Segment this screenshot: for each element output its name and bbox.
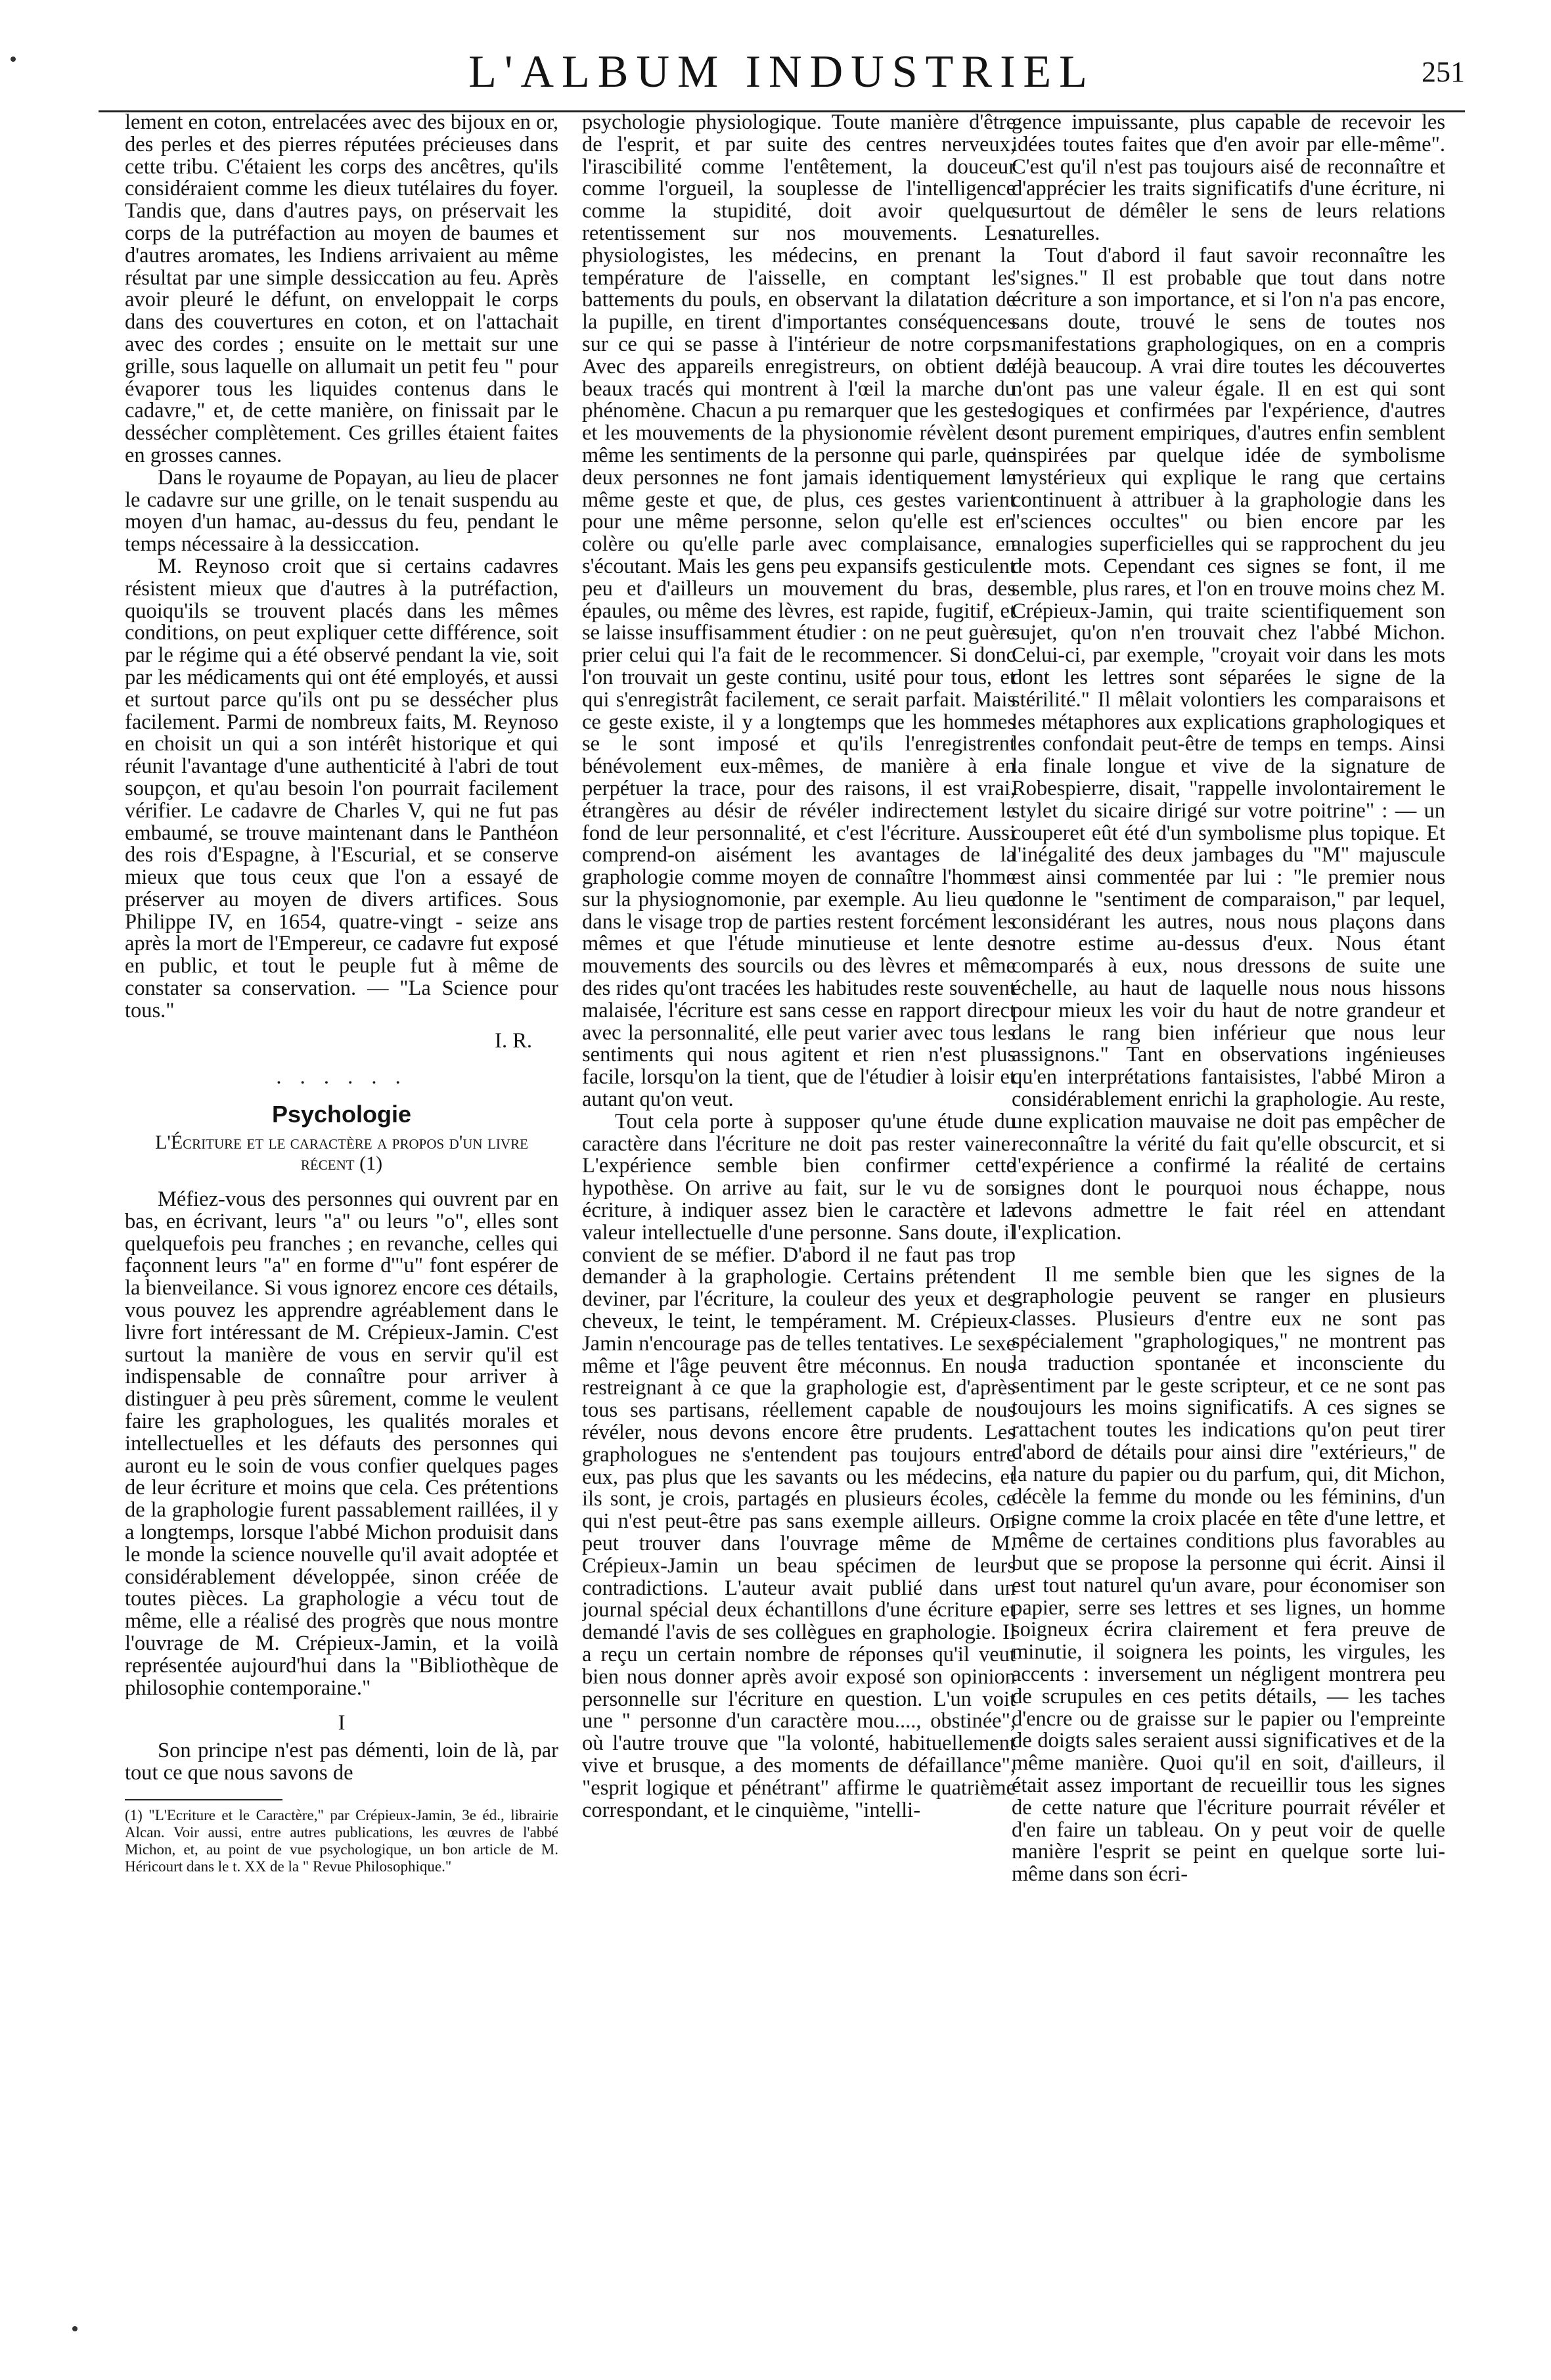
margin-dot-top [11,57,16,62]
paragraph: M. Reynoso croit que si certains cadavres résistent mieux que d'autres à la putréfaction, quoiqu'ils se trouvent placés dans les mêmes conditions, on peut expliquer cette différence, soit par le régime qui a été observé pendant la vie, soit par les médicaments qui ont été employés, et aussi et surtout parce qu'ils ont pu se dessécher plus facilement. Parmi de nombreux faits, M. Reynoso en choisit un qui a son intérêt historique et qui réunit l'avantage d'une authenticité à l'abri de tout soupçon, et qu'au besoin l'on pourrait facilement vérifier. Le cadavre de Charles V, qui ne fut pas embaumé, se trouve maintenant dans le Panthéon des rois d'Espagne, à l'Escurial, et se conserve mieux que tous ceux que l'on a essayé de préserver au moyen de divers artifices. Sous Philippe IV, en 1654, quatre-vingt - seize ans après la mort de l'Empereur, ce cadavre fut exposé en public, et tout le peuple fut à même de constater sa conservation. — "La Science pour tous." [125,554,558,1022]
paragraph: psychologie physiologique. Toute manière d'être de l'esprit, et par suite des centres nerveux, l'irascibilité comme l'entêtement, la douceur comme l'orgueil, la souplesse de l'intelligence comme la stupidité, doit avoir quelque retentissement sur nos mouvements. Les physiologistes, les médecins, en prenant la température de l'aisselle, en comptant les battements du pouls, en observant la dilatation de la pupille, en tirent d'importantes conséquences sur ce qui se passe à l'intérieur de notre corps. Avec des appareils enregistreurs, on obtient de beaux tracés qui montrent à l'œil la marche du phénomène. Chacun a pu remarquer que les gestes et les mouvements de la physionomie révèlent de même les sentiments de la personne qui parle, que deux personnes ne font jamais identiquement le même geste et que, de plus, ces gestes varient pour une même personne, selon qu'elle est en colère ou qu'elle parle avec complaisance, en s'écoutant. Mais les gens peu expansifs gesticulent peu et d'ailleurs un mouvement du bras, des épaules, ou même des lèvres, est rapide, fugitif, et se laisse insuffisamment étudier : on ne peut guère prier celui qui l'a fait de le recommencer. Si donc l'on trouvait un geste continu, usité pour tous, et qui s'enregistrât facilement, ce serait parfait. Mais ce geste existe, il y a longtemps que les hommes se le sont imposé et qu'ils l'enregistrent bénévolement eux-mêmes, de manière à en perpétuer la trace, pour des raisons, il est vrai, étrangères au désir de révéler indirectement le fond de leur personnalité, et c'est l'écriture. Aussi comprend-on aisément les avantages de la graphologie comme moyen de connaître l'homme sur la physiognomonie, par exemple. Au lieu que dans le visage trop de parties restent forcément les mêmes et que l'étude minutieuse et lente des mouvements des sourcils ou des lèvres et même des rides qu'ont tracées les habitudes reste souvent malaisée, l'écriture est sans cesse en rapport direct avec la personnalité, elle peut varier avec tous les sentiments qui nous agitent et rien n'est plus facile, lorsqu'on la tient, que de l'étudier à loisir et autant qu'on veut. [582,112,1016,1112]
paragraph: Tout d'abord il faut savoir reconnaître les "signes." Il est probable que tout dans notre écriture a son importance, et si l'on n'a pas encore, sans doute, trouvé le sens de toutes nos manifestations graphologiques, on en a compris déjà beaucoup. A vrai dire toutes les découvertes n'ont pas une valeur égale. Il en est qui sont logiques et confirmées par l'expérience, d'autres sont purement empiriques, d'autres enfin semblent inspirées par quelque idée de symbolisme mystérieux qui explique le rang que certains continuent à attribuer à la graphologie dans les "sciences occultes" ou bien encore par les analogies superficielles qui se rapprochent du jeu de mots. Cependant ces signes se font, il me semble, plus rares, et l'on en trouve moins chez M. Crépieux-Jamin, qui traite scientifiquement son sujet, qu'on n'en trouvait chez l'abbé Michon. Celui-ci, par exemple, "croyait voir dans les mots dont les lettres sont séparées le signe de la stérilité." Il mêlait volontiers les comparaisons et les métaphores aux explications graphologiques et les confondait peut-être de temps en temps. Ainsi la finale longue et vive de la signature de Robespierre, disait, "rappelle involontairement le stylet du sicaire dirigé sur votre poitrine" : — un couperet eût été d'un symbolisme plus topique. Et l'inégalité des deux jambages du "M" majuscule est ainsi commentée par lui : "le premier nous donne le "sentiment de comparaison," par lequel, considérant les autres, nous nous plaçons dans notre estime au-dessus d'eux. Nous étant comparés à eux, nous dressons de suite une échelle, au haut de laquelle nous nous hissons pour mieux les voir du haut de notre grandeur et dans le rang bien inférieur que nous leur assignons." Tant en observations ingénieuses qu'en interprétations fantaisistes, l'abbé Miron a considérablement enrichi la graphologie. Au reste, une explication mauvaise ne doit pas empêcher de reconnaître la vérité du fait qu'elle obscurcit, et si l'expérience a confirmé la réalité de certains signes dont le pourquoi nous échappe, nous devons admettre le fait réel en attendant l'explication. [1012,243,1445,1245]
paragraph: Son principe n'est pas démenti, loin de là, par tout ce que nous savons de [125,1739,558,1785]
page-header [99,46,1465,118]
section-numeral: I [338,1711,346,1735]
paragraph: Tout cela porte à supposer qu'une étude du caractère dans l'écriture ne doit pas rester vaine. L'expérience semble bien confirmer cette hypothèse. On arrive au fait, sur le vu de son écriture, à indiquer assez bien le caractère et la valeur intellectuelle d'une personne. Sans doute, il convient de se méfier. D'abord il ne faut pas trop demander à la graphologie. Certains prétendent deviner, par l'écriture, la couleur des yeux et des cheveux, le teint, le tempérament. M. Crépieux-Jamin n'encourage pas de telles tentatives. Le sexe même et l'âge peuvent être méconnus. En nous restreignant à ce que la graphologie est, d'après tous ses partisans, réellement capable de nous révéler, nous devons encore être prudents. Les graphologues ne s'entendent pas toujours entre eux, pas plus que les savants ou les médecins, et ils sont, je crois, partagés en plusieurs écoles, ce qui n'est peut-être pas sans exemple ailleurs. On peut trouver dans l'ouvrage même de M. Crépieux-Jamin un beau spécimen de leurs contradictions. L'auteur avait publié dans un journal spécial deux échantillons d'une écriture et demandé l'avis de ses collègues en graphologie. Il a reçu un certain nombre de réponses qu'il veut bien nous donner après avoir exposé son opinion personnelle sur l'écriture en question. L'un voit une " personne d'un caractère mou...., obstinée", où l'autre trouve que "la volonté, habituellement vive et brusque, a des moments de défaillance", "esprit logique et pénétrant" affirme le quatrième correspondant, et le cinquième, "intelli- [582,1109,1016,1822]
paragraph: gence impuissante, plus capable de recevoir les idées toutes faites que d'en avoir par elle-même". C'est qu'il n'est pas toujours aisé de reconnaître et d'apprécier les traits significatifs d'une écriture, ni surtout de démêler le sens de leurs relations naturelles. [1012,112,1445,245]
margin-dot-bottom [72,2326,78,2331]
column-3 [1012,112,1445,2333]
column-1 [125,112,558,2333]
paragraph: Méfiez-vous des personnes qui ouvrent par en bas, en écrivant, leurs "a" ou leurs "o", elles sont quelquefois peu franches ; en revanche, celles qui façonnent leurs "a" en forme d'"u" font espérer de la bienveilance. Si vous ignorez encore ces détails, vous pouvez les apprendre agréablement dans le livre fort intéressant de M. Crépieux-Jamin. C'est surtout la manière de vous en servir qu'il est indispensable de connaître pour arriver à distinguer à peu près sûrement, comme le veulent faire les graphologues, les qualités morales et intellectuelles et les défauts des personnes qui auront eu le soin de vous confier quelques pages de leur écriture et moins que cela. Ces prétentions de la graphologie furent passablement raillées, il y a longtemps, lorsque l'abbé Michon produisit dans le monde la science nouvelle qu'il avait adoptée et considérablement développée, sinon créée de toutes pièces. La graphologie a vécu tout de même, elle a réalisé des progrès que nous montre l'ouvrage de M. Crépieux-Jamin, et la voilà représentée aujourd'hui dans la "Bibliothèque de philosophie contemporaine." [125,1187,558,1700]
page-number: 251 [1422,56,1465,88]
paragraph: Dans le royaume de Popayan, au lieu de placer le cadavre sur une grille, on le tenait suspendu au moyen d'un hamac, au-dessus du feu, pendant le temps nécessaire à la dessiccation. [125,465,558,557]
footnote: (1) "L'Ecriture et le Caractère," par Crépieux-Jamin, 3e éd., librairie Alcan. Voir aussi, entre autres publications, les œuvres de l'abbé Michon, et, au point de vue psychologique, un bon article de M. Héricourt dans le t. XX de la " Revue Philosophique." [125,1806,558,1875]
footnote-rule [125,1799,282,1800]
column-2 [582,112,1016,2333]
paragraph-gap [1012,1245,1445,1264]
paragraph: Il me semble bien que les signes de la graphologie peuvent se ranger en plusieurs classes. Plusieurs d'entre eux ne sont pas spécialement "graphologiques," ne montrent pas la traduction spontanée et inconsciente du sentiment par le geste scripteur, et ce ne sont pas toujours les moins significatifs. A ces signes se rattachent toutes les indications qu'on peut tirer d'abord de détails pour ainsi dire "extérieurs," de la nature du papier ou du parfum, qui, dit Michon, décèle la femme du monde ou les féminins, d'un signe comme la croix placée en tête d'une lettre, et même de certaines conditions plus favorables au but que se propose la personne qui écrit. Ainsi il est tout naturel qu'un avare, pour économiser son papier, serre ses lettres et ses lignes, un homme soigneux écrira clairement et fera preuve de minutie, il soignera les points, les virgules, les accents : inversement un négligent montrera peu de scrupules en ces petits détails, — les taches d'encre ou de graisse sur le papier ou l'empreinte de doigts sales seraient aussi significatives et de la même manière. Quoi qu'il en soit, d'ailleurs, il était assez important de recueillir tous les signes de cette nature que l'écriture pourrait révéler et d'en faire un tableau. On y peut voir de quelle manière l'esprit se peint en quelque sorte lui-même dans son écri- [1012,1262,1445,1887]
section-title: Psychologie [271,1101,412,1128]
article-subtitle: L'Écriture et le caractère a propos d'un livre récent (1) [155,1132,528,1175]
section-separator: . . . . . . [276,1065,407,1089]
article-signature: I. R. [495,1028,532,1053]
paragraph: lement en coton, entrelacées avec des bijoux en or, des perles et des pierres réputées précieuses dans cette tribu. C'étaient les corps des ancêtres, qu'ils considéraient comme les dieux tutélaires du foyer. Tandis que, dans d'autres pays, on préservait les corps de la putréfaction au moyen de baumes et d'autres aromates, les Indiens arrivaient au même résultat par une simple dessiccation au feu. Après avoir pleuré le défunt, on enveloppait le corps dans des couvertures en coton, et on l'attachait avec des cordes ; ensuite on le mettait sur une grille, sous laquelle on allumait un petit feu " pour évaporer tous les liquides contenus dans le cadavre," et, de cette manière, on finissait par le dessécher complètement. Ces grilles étaient faites en grosses cannes. [125,112,558,467]
running-title: L'ALBUM INDUSTRIEL [468,47,1095,97]
